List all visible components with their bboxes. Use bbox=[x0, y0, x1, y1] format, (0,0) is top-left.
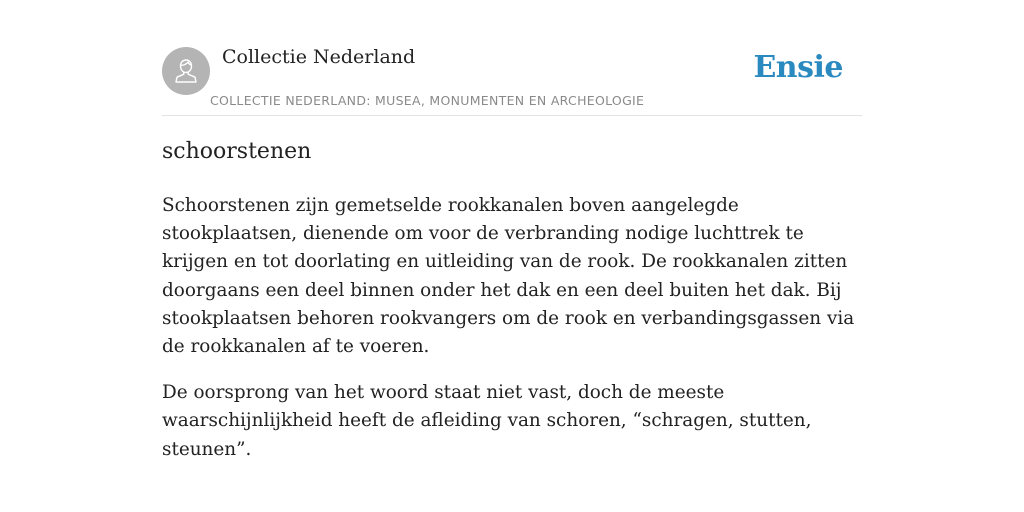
author-name[interactable]: Collectie Nederland bbox=[222, 46, 416, 68]
entry-term: schoorstenen bbox=[162, 139, 312, 164]
entry-body bbox=[162, 192, 868, 482]
entry-header bbox=[162, 40, 862, 116]
etymology-paragraph: De oorsprong van het woord staat niet vast, doch de meeste waarschijnlijkheid heeft de afleiding van schoren, “schragen, stutten, steunen”. bbox=[162, 382, 812, 460]
brand-logo[interactable]: Ensie bbox=[753, 50, 843, 85]
source-subtitle[interactable]: COLLECTIE NEDERLAND: MUSEA, MONUMENTEN EN ARCHEOLOGIE bbox=[210, 93, 645, 108]
avatar[interactable] bbox=[162, 47, 210, 95]
definition-paragraph: Schoorstenen zijn gemetselde rookkanalen boven aangelegde stookplaatsen, dienende om voor de verbranding nodige luchttrek te krijgen en tot doorlating en uitleiding van de rook. De rookkanalen zitten doorgaans een deel binnen onder het dak en een deel buiten het dak. Bij stookplaatsen behoren rookvangers om de rook en verbandingsgassen via de rookkanalen af te voeren. bbox=[162, 195, 855, 358]
user-icon bbox=[171, 56, 201, 86]
